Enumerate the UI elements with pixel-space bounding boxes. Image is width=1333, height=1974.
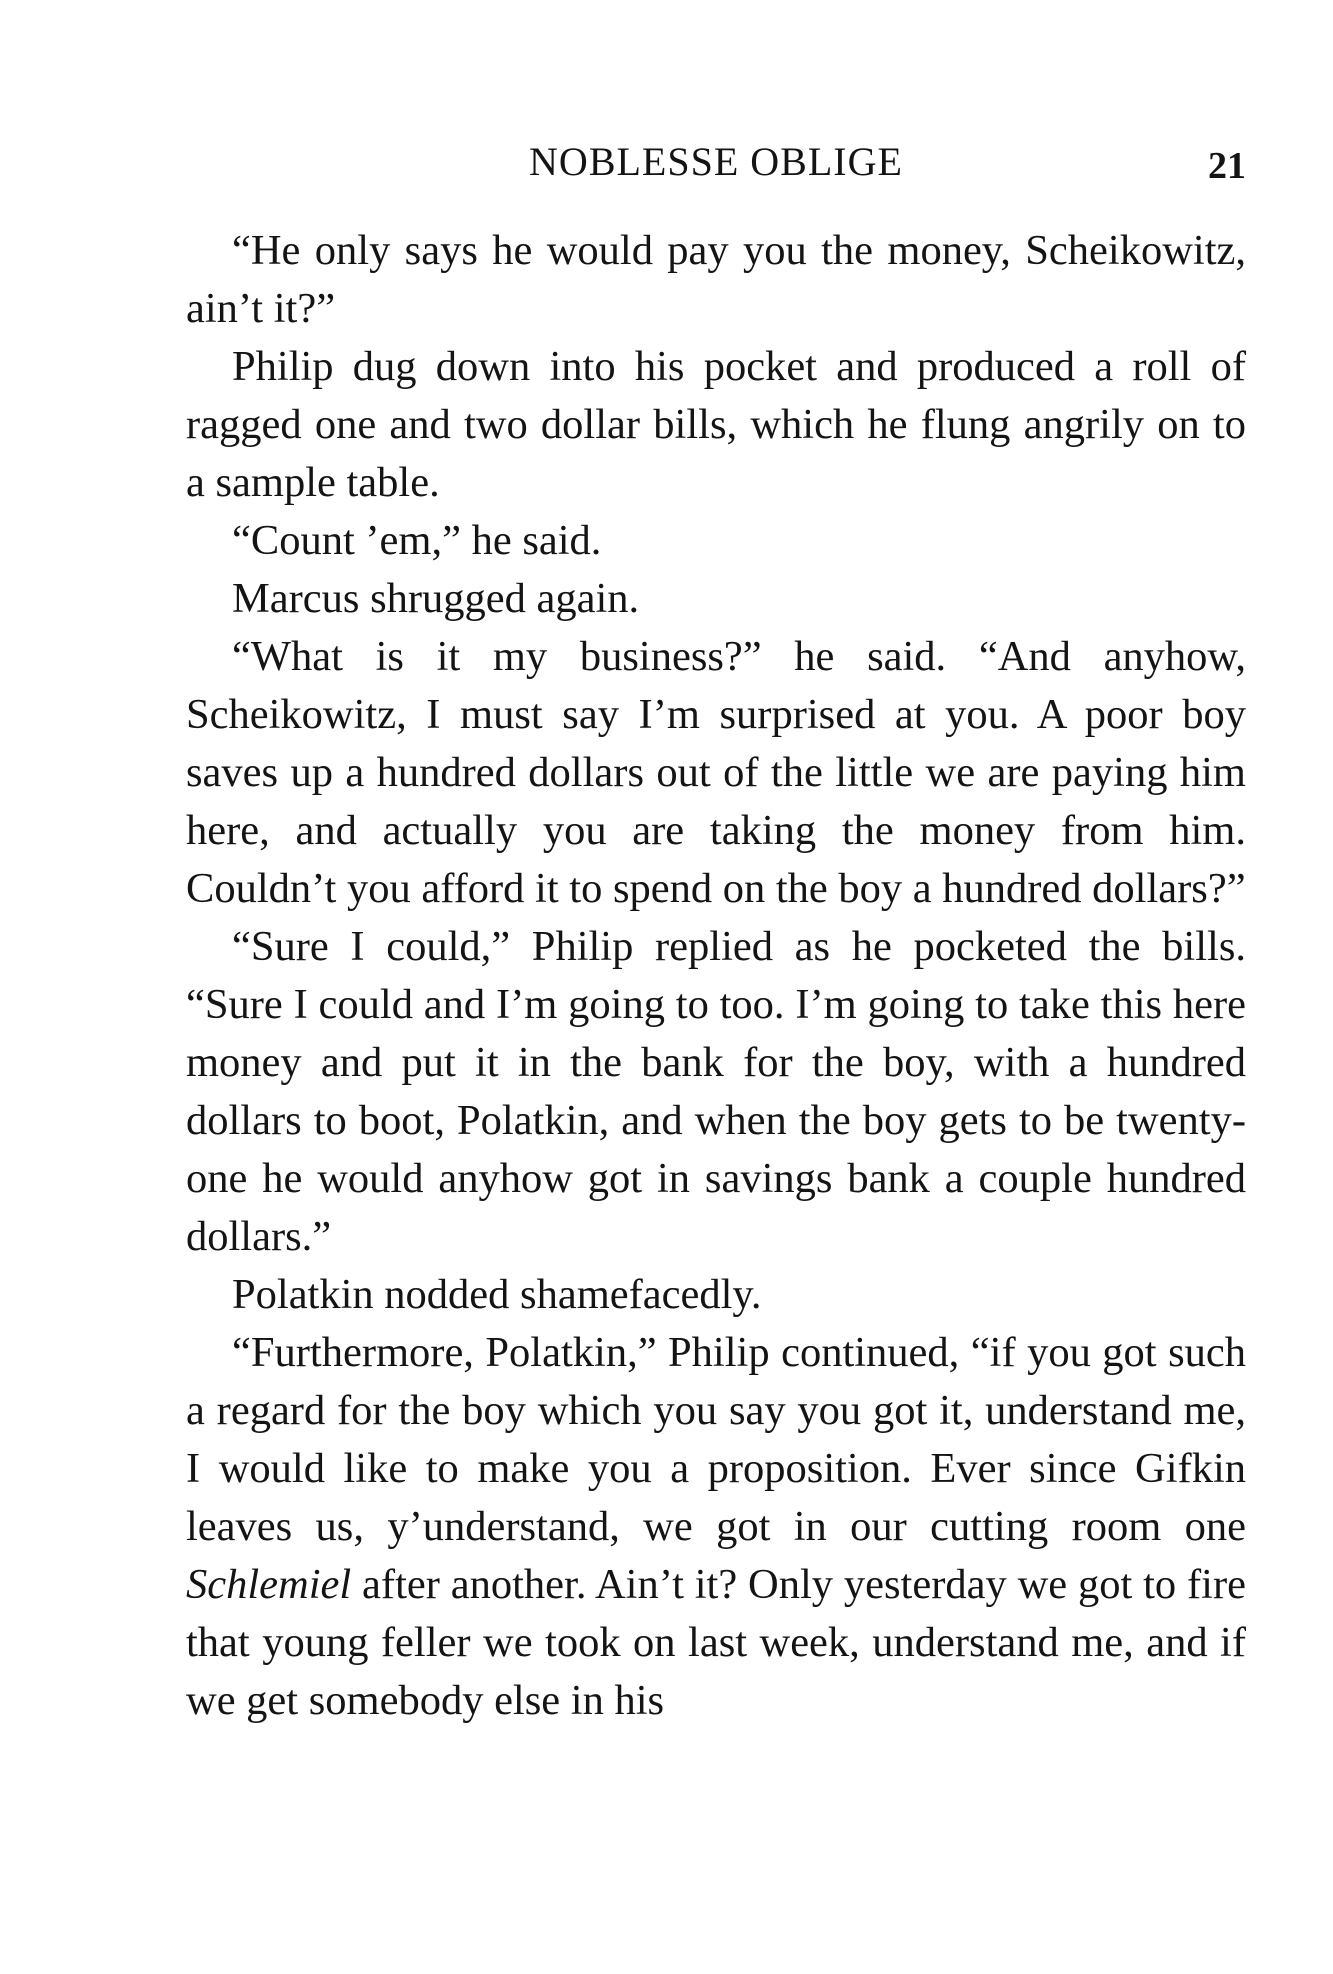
body-text [186, 222, 1246, 1730]
paragraph: “Sure I could,” Philip replied as he pocketed the bills. “Sure I could and I’m going to too. I’m going to take this here money and put it in the bank for the boy, with a hundred dollars to boot, Polatkin, and when the boy gets to be twenty-one he would anyhow got in savings bank a couple hundred dollars.” [186, 923, 1246, 1260]
paragraph: “He only says he would pay you the money, Scheikowitz, ain’t it?” [186, 227, 1246, 332]
paragraph: Philip dug down into his pocket and produced a roll of ragged one and two dollar bills, which he flung angrily on to a sample table. [186, 343, 1246, 506]
page-number: 21 [1208, 145, 1246, 187]
paragraph: Polatkin nodded shamefacedly. [232, 1271, 762, 1318]
running-head [186, 138, 1246, 198]
paragraph: “What is it my business?” he said. “And anyhow, Scheikowitz, I must say I’m surprised at you. A poor boy saves up a hundred dollars out of the little we are paying him here, and actually you are taking the money from him. Couldn’t you afford it to spend on the boy a hundred dollars?” [186, 633, 1246, 912]
paragraph: “Count ’em,” he said. [232, 517, 602, 564]
italic-word: Schlemiel [186, 1561, 352, 1608]
paragraph-text: after another. Ain’t it? Only yesterday we got to fire that young feller we took on last week, understand me, and if we get somebody else in his [186, 1561, 1246, 1724]
paragraph [186, 1324, 1246, 1730]
paragraph: Marcus shrugged again. [232, 575, 640, 622]
paragraph-text: “Furthermore, Polatkin,” Philip continued, “if you got such a regard for the boy which you say you got it, understand me, I would like to make you a proposition. Ever since Gifkin leaves us, y’understand, we got in our cutting room one [186, 1329, 1246, 1550]
running-title: NOBLESSE OBLIGE [529, 139, 903, 184]
